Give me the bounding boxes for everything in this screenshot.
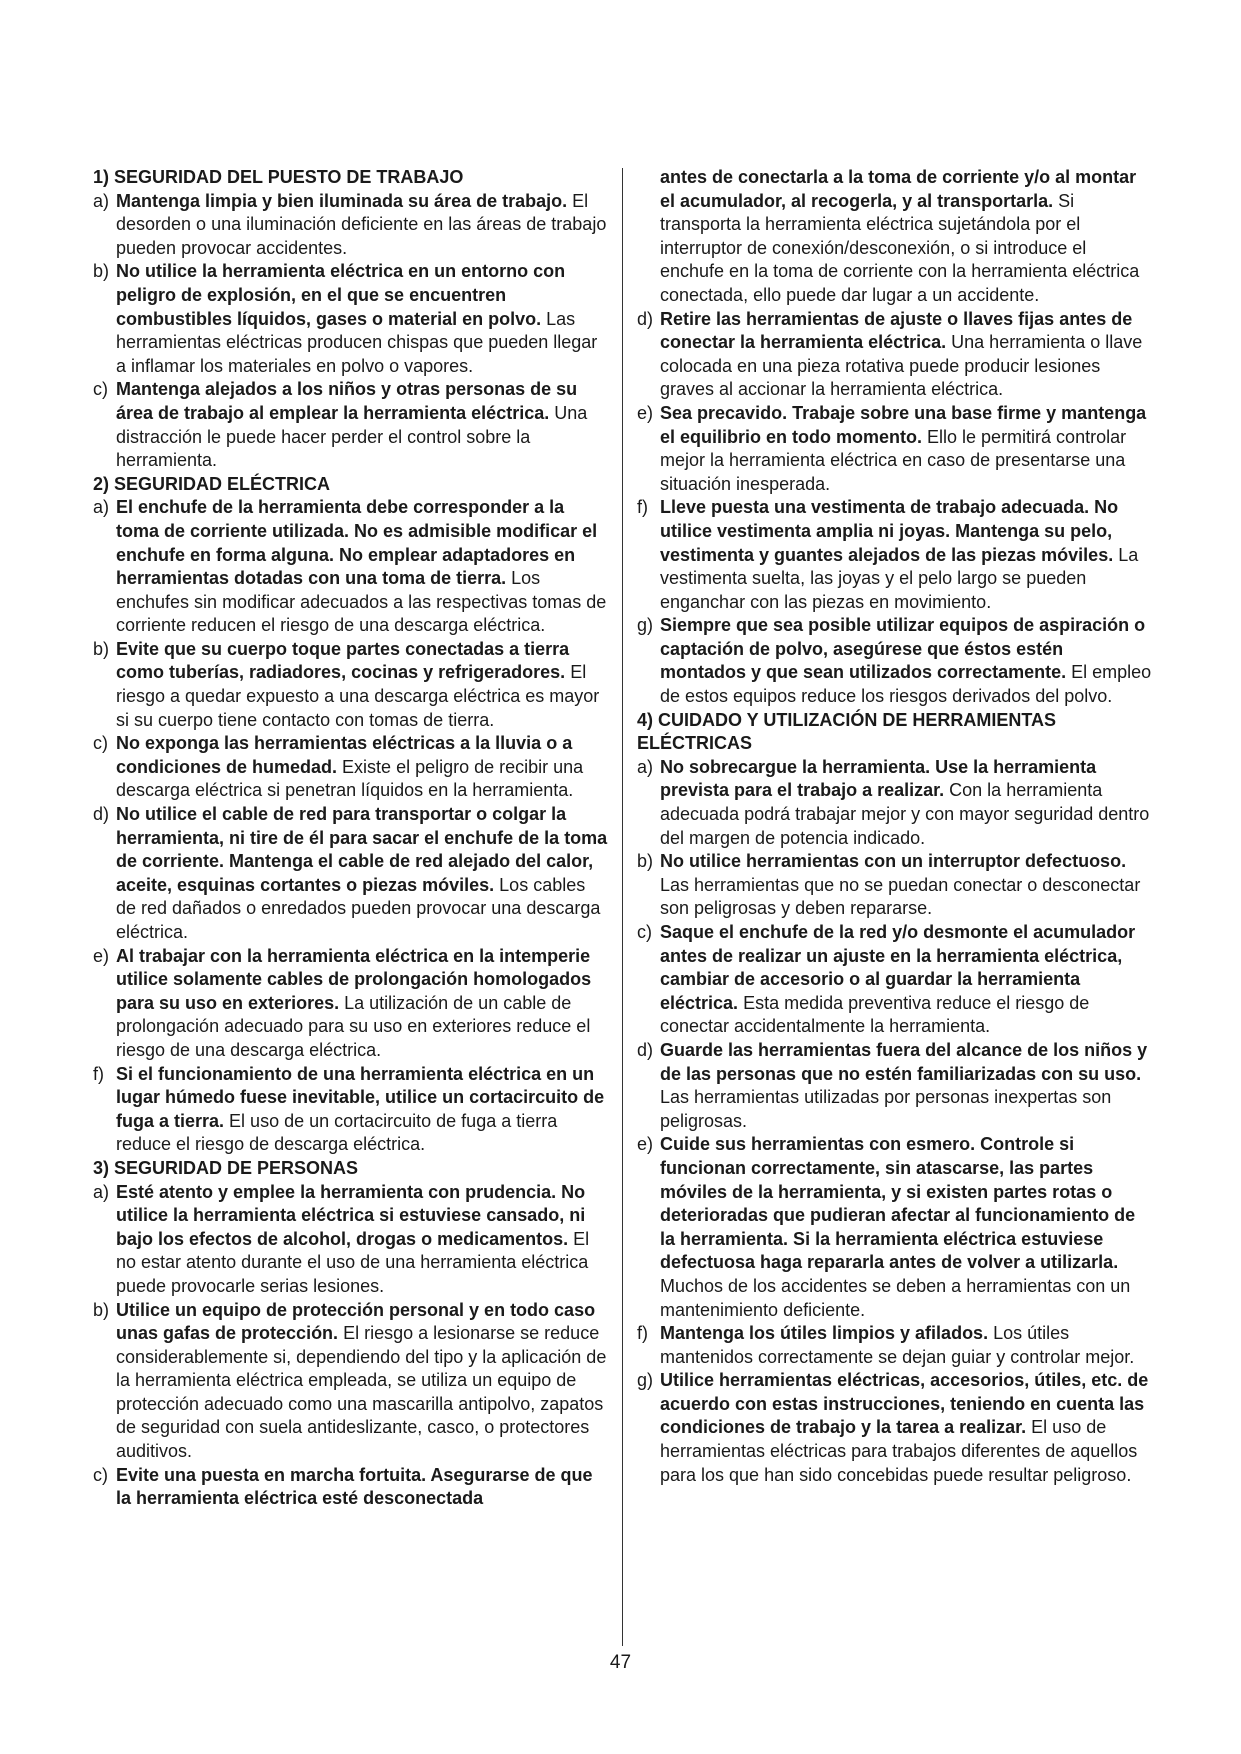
item-bold-text: Evite una puesta en marcha fortuita. Asegurarse de que la herramienta eléctrica esté desconectada (116, 1464, 593, 1509)
item-body (116, 803, 608, 945)
section-heading: 2) SEGURIDAD ELÉCTRICA (93, 473, 331, 494)
list-item (93, 803, 608, 945)
item-bold-text: Utilice un equipo de protección personal y en todo caso unas gafas de protección. (116, 1299, 596, 1344)
item-body (116, 190, 608, 261)
item-bold-text: Cuide sus herramientas con esmero. Controle si funcionan correctamente, sin atascarse, las partes móviles de la herramienta, y si existen partes rotas o deterioradas que pudieran afectar al funcionamiento de la herramienta. Si la herramienta eléctrica estuviese defectuosa haga repararla antes de volver a utilizarla. (660, 1134, 1136, 1273)
item-text: Esta medida preventiva reduce el riesgo de conectar accidentalmente la herramienta. (660, 992, 1090, 1037)
item-bold-text: Mantenga alejados a los niños y otras personas de su área de trabajo al emplear la herramienta eléctrica. (116, 379, 578, 423)
list-item (93, 260, 608, 378)
list-item (93, 190, 608, 261)
list-item (637, 756, 1152, 850)
list-item-continued (637, 166, 1152, 308)
list-item (637, 402, 1152, 496)
list-item (637, 1039, 1152, 1133)
list-item (93, 1063, 608, 1157)
item-body (116, 1181, 608, 1299)
item-body (116, 638, 608, 732)
item-bold-text: Mantenga los útiles limpios y afilados. (660, 1323, 989, 1344)
section-heading: 3) SEGURIDAD DE PERSONAS (93, 1157, 359, 1178)
item-letter: a) (93, 1181, 110, 1202)
item-letter: c) (637, 922, 652, 942)
item-body (660, 166, 1152, 308)
item-bold-text: Guarde las herramientas fuera del alcance de los niños y de las personas que no estén familiarizadas con su uso. (660, 1039, 1148, 1084)
item-body (660, 308, 1152, 402)
item-bold-text: Sea precavido. Trabaje sobre una base firme y mantenga el equilibrio en todo momento. (660, 402, 1147, 447)
item-bold-text: antes de conectarla a la toma de corriente y/o al montar el acumulador, al recogerla, y al transportarla. (660, 167, 1137, 211)
item-letter: b) (93, 638, 110, 659)
item-body (660, 614, 1152, 708)
item-letter: d) (637, 308, 654, 329)
list-item (637, 1133, 1152, 1322)
item-bold-text: No utilice herramientas con un interruptor defectuoso. (660, 851, 1127, 872)
list-item (637, 614, 1152, 708)
item-bold-text: No utilice la herramienta eléctrica en un entorno con peligro de explosión, en el que se encuentren combustibles líquidos, gases o material en polvo. (116, 261, 566, 329)
item-body (660, 1369, 1152, 1487)
list-item (93, 1299, 608, 1464)
item-bold-text: Evite que su cuerpo toque partes conectadas a tierra como tuberías, radiadores, cocinas y refrigeradores. (116, 638, 570, 683)
left-column (93, 166, 608, 1511)
item-letter: f) (637, 1323, 648, 1344)
item-body (660, 921, 1152, 1039)
item-body (660, 402, 1152, 496)
item-text: Las herramientas utilizadas por personas inexpertas son peligrosas. (660, 1087, 1112, 1131)
item-letter: c) (93, 1464, 108, 1485)
section-heading: 4) CUIDADO Y UTILIZACIÓN DE HERRAMIENTAS ELÉCTRICAS (637, 709, 1057, 754)
list-item (93, 638, 608, 732)
item-letter: g) (637, 1370, 654, 1391)
list-item (637, 308, 1152, 402)
item-letter: d) (93, 804, 110, 825)
item-letter: c) (93, 379, 108, 400)
item-letter: g) (637, 615, 654, 636)
item-bold-text: Mantenga limpia y bien iluminada su área de trabajo. (116, 190, 568, 211)
item-letter: f) (637, 497, 648, 518)
page-number: 47 (609, 1652, 632, 1673)
item-text: Ello le permitirá controlar mejor la herramienta eléctrica en caso de presentarse una situación inesperada. (660, 426, 1127, 494)
item-text: La utilización de un cable de prolongación adecuado para su uso en exteriores reduce el riesgo de una descarga eléctrica. (116, 992, 591, 1060)
item-text: La vestimenta suelta, las joyas y el pelo largo se pueden enganchar con las piezas en movimiento. (660, 544, 1139, 612)
list-item (93, 1181, 608, 1299)
item-text: Los útiles mantenidos correctamente se dejan guiar y controlar mejor. (660, 1323, 1135, 1367)
list-item (93, 945, 608, 1063)
item-body (116, 496, 608, 638)
item-text: El uso de herramientas eléctricas para trabajos diferentes de aquellos para los que han sido concebidas puede resultar peligroso. (660, 1417, 1138, 1485)
item-text: El riesgo a quedar expuesto a una descarga eléctrica es mayor si su cuerpo tiene contacto con tomas de tierra. (116, 662, 600, 730)
item-text: Las herramientas eléctricas producen chispas que pueden llegar a inflamar los materiales en polvo o vapores. (116, 308, 598, 376)
item-body (116, 945, 608, 1063)
list-item (637, 1369, 1152, 1487)
item-bold-text: Si el funcionamiento de una herramienta eléctrica en un lugar húmedo fuese inevitable, utilice un cortacircuito de fuga a tierra. (116, 1063, 605, 1131)
item-text: Las herramientas que no se puedan conectar o desconectar son peligrosas y deben repararse. (660, 874, 1141, 919)
item-bold-text: El enchufe de la herramienta debe corresponder a la toma de corriente utilizada. No es admisible modificar el enchufe en forma alguna. No emplear adaptadores en herramientas dotadas con una toma de tierra. (116, 497, 598, 589)
item-body (660, 1133, 1152, 1322)
item-bold-text: No exponga las herramientas eléctricas a la lluvia o a condiciones de humedad. (116, 733, 573, 777)
item-text: Los cables de red dañados o enredados pueden provocar una descarga eléctrica. (116, 874, 601, 942)
item-letter: a) (93, 190, 110, 211)
item-letter: e) (637, 402, 654, 423)
right-column (637, 166, 1152, 1487)
item-bold-text: Siempre que sea posible utilizar equipos de aspiración o captación de polvo, asegúrese que éstos estén montados y que sean utilizados correctamente. (660, 615, 1146, 683)
item-body (116, 1464, 608, 1511)
list-item (637, 496, 1152, 614)
item-text: El uso de un cortacircuito de fuga a tierra reduce el riesgo de descarga eléctrica. (116, 1110, 558, 1155)
item-text: Una herramienta o llave colocada en una pieza rotativa puede producir lesiones graves al accionar la herramienta eléctrica. (660, 332, 1143, 400)
item-body (116, 378, 608, 472)
item-body (660, 850, 1152, 921)
item-bold-text: No sobrecargue la herramienta. Use la herramienta prevista para el trabajo a realizar. (660, 756, 1097, 801)
item-letter: e) (93, 945, 110, 966)
list-item (93, 1464, 608, 1511)
item-letter: b) (93, 1299, 110, 1320)
list-item (637, 1322, 1152, 1369)
item-text: El desorden o una iluminación deficiente en las áreas de trabajo pueden provocar accidentes. (116, 190, 607, 258)
list-item (93, 378, 608, 472)
item-body (660, 496, 1152, 614)
item-body (660, 756, 1152, 850)
list-item (93, 732, 608, 803)
list-item (637, 921, 1152, 1039)
column-divider (622, 168, 623, 1646)
item-letter: b) (637, 851, 654, 872)
item-text: Los enchufes sin modificar adecuados a las respectivas tomas de corriente reducen el riesgo de una descarga eléctrica. (116, 568, 607, 636)
item-bold-text: No utilice el cable de red para transportar o colgar la herramienta, ni tire de él para sacar el enchufe de la toma de corriente. Mantenga el cable de red alejado del calor, aceite, esquinas cortantes o piezas móviles. (116, 804, 608, 895)
item-body (660, 1039, 1152, 1133)
item-body (116, 732, 608, 803)
item-body (116, 260, 608, 378)
item-bold-text: Retire las herramientas de ajuste o llaves fijas antes de conectar la herramienta eléctrica. (660, 308, 1133, 353)
item-text: El no estar atento durante el uso de una herramienta eléctrica puede provocarle serias lesiones. (116, 1228, 590, 1296)
item-bold-text: Saque el enchufe de la red y/o desmonte el acumulador antes de realizar un ajuste en la herramienta eléctrica, cambiar de accesorio o al guardar la herramienta eléctrica. (660, 922, 1136, 1013)
item-letter: e) (637, 1134, 654, 1155)
item-text: Una distracción le puede hacer perder el control sobre la herramienta. (116, 402, 588, 471)
item-bold-text: Utilice herramientas eléctricas, accesorios, útiles, etc. de acuerdo con estas instrucciones, teniendo en cuenta las condiciones de trabajo y la tarea a realizar. (660, 1370, 1149, 1438)
list-item (93, 496, 608, 638)
item-body (116, 1063, 608, 1157)
item-letter: a) (637, 756, 654, 777)
item-body (660, 1322, 1152, 1369)
item-letter: f) (93, 1063, 104, 1084)
item-letter: d) (637, 1039, 654, 1060)
section-heading: 1) SEGURIDAD DEL PUESTO DE TRABAJO (93, 167, 464, 187)
item-bold-text: Lleve puesta una vestimenta de trabajo adecuada. No utilice vestimenta amplia ni joyas. Mantenga su pelo, vestimenta y guantes alejados de las piezas móviles. (660, 497, 1119, 565)
item-text: Con la herramienta adecuada podrá trabajar mejor y con mayor seguridad dentro del margen de potencia indicado. (660, 780, 1150, 848)
item-text: Si transporta la herramienta eléctrica sujetándola por el interruptor de conexión/desconexión, o si introduce el enchufe en la toma de corriente con la herramienta eléctrica conectada, ello puede dar lugar a un accidente. (660, 190, 1140, 305)
list-item (637, 850, 1152, 921)
item-text: El empleo de estos equipos reduce los riesgos derivados del polvo. (660, 662, 1152, 707)
item-text: El riesgo a lesionarse se reduce considerablemente si, dependiendo del tipo y la aplicación de la herramienta eléctrica empleada, se utiliza un equipo de protección adecuado como una mascarilla antipolvo, zapatos de seguridad con suela antideslizante, casco, o protectores auditivos. (116, 1323, 607, 1462)
item-bold-text: Esté atento y emplee la herramienta con prudencia. No utilice la herramienta eléctrica si estuviese cansado, ni bajo los efectos de alcohol, drogas o medicamentos. (116, 1181, 586, 1249)
item-body (116, 1299, 608, 1464)
item-text: Muchos de los accidentes se deben a herramientas con un mantenimiento deficiente. (660, 1275, 1131, 1320)
item-bold-text: Al trabajar con la herramienta eléctrica en la intemperie utilice solamente cables de prolongación homologados para su uso en exteriores. (116, 945, 592, 1013)
item-letter: b) (93, 261, 110, 282)
item-text: Existe el peligro de recibir una descarga eléctrica si penetran líquidos en la herramienta. (116, 756, 584, 801)
item-letter: a) (93, 497, 110, 518)
item-letter: c) (93, 733, 108, 754)
